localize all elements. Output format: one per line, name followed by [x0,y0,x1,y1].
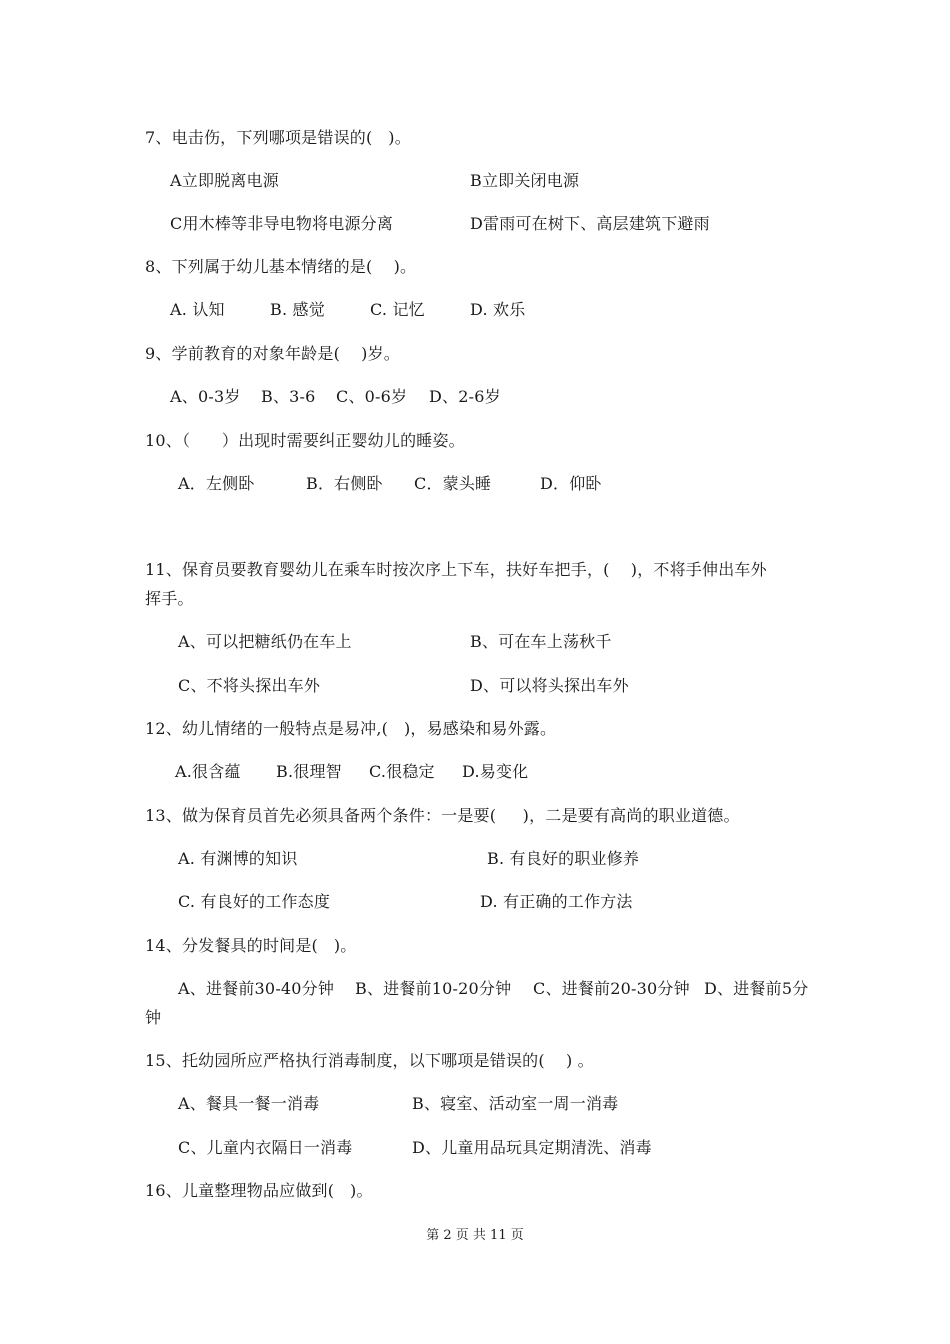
question-11-stem-continued: 挥手。 [145,589,194,608]
question-15-option-c: C、儿童内衣隔日一消毒 [178,1138,353,1157]
question-7-stem: 7、电击伤，下列哪项是错误的( )。 [145,128,411,147]
page-footer: 第 2 页 共 11 页 [426,1228,524,1243]
question-9-stem: 9、学前教育的对象年龄是( )岁。 [145,344,401,363]
question-14-option-d-continued: 钟 [145,1008,162,1027]
question-8-option-c: C. 记忆 [370,300,425,319]
question-16-stem: 16、儿童整理物品应做到( )。 [145,1181,373,1200]
question-12-option-b: B.很理智 [276,762,342,781]
question-12-stem: 12、幼儿情绪的一般特点是易冲,( )，易感染和易外露。 [145,719,557,738]
question-14-option-a: A、进餐前30-40分钟 [178,979,335,998]
question-9-option-b: B、3-6 [261,387,316,406]
question-13-option-a: A. 有渊博的知识 [178,849,298,868]
question-13-option-b: B. 有良好的职业修养 [487,849,640,868]
question-7-option-b: B立即关闭电源 [470,171,580,190]
question-12-option-c: C.很稳定 [369,762,435,781]
question-8-option-b: B. 感觉 [270,300,325,319]
question-11-option-c: C、不将头探出车外 [178,676,321,695]
question-8-stem: 8、下列属于幼儿基本情绪的是( )。 [145,257,417,276]
question-14-stem: 14、分发餐具的时间是( )。 [145,936,357,955]
question-13-option-d: D. 有正确的工作方法 [480,892,633,911]
question-10-option-a: A．左侧卧 [178,474,255,493]
question-10-option-d: D．仰卧 [540,474,602,493]
question-8-option-a: A. 认知 [170,300,225,319]
question-9-option-d: D、2-6岁 [429,387,501,406]
question-8-option-d: D. 欢乐 [470,300,526,319]
question-15-option-b: B、寝室、活动室一周一消毒 [412,1094,619,1113]
question-7-option-d: D雷雨可在树下、高层建筑下避雨 [470,214,710,233]
question-11-stem: 11、保育员要教育婴幼儿在乘车时按次序上下车，扶好车把手，( )，不将手伸出车外 [145,560,767,579]
question-13-stem: 13、做为保育员首先必须具备两个条件：一是要( )，二是要有高尚的职业道德。 [145,806,740,825]
question-7-option-a: A立即脱离电源 [170,171,279,190]
question-7-option-c: C用木棒等非导电物将电源分离 [170,214,394,233]
question-12-option-d: D.易变化 [462,762,529,781]
question-15-stem: 15、托幼园所应严格执行消毒制度，以下哪项是错误的( ) 。 [145,1051,594,1070]
question-13-option-c: C. 有良好的工作态度 [178,892,331,911]
question-11-option-a: A、可以把糖纸仍在车上 [178,632,352,651]
question-9-option-c: C、0-6岁 [336,387,408,406]
question-9-option-a: A、0-3岁 [170,387,241,406]
question-14-option-c: C、进餐前20-30分钟 [533,979,690,998]
question-11-option-d: D、可以将头探出车外 [470,676,629,695]
question-10-option-c: C．蒙头睡 [414,474,492,493]
question-10-option-b: B．右侧卧 [306,474,383,493]
question-14-option-b: B、进餐前10-20分钟 [355,979,512,998]
question-15-option-d: D、儿童用品玩具定期清洗、消毒 [412,1138,652,1157]
question-14-option-d: D、进餐前5分 [704,979,809,998]
question-10-stem: 10、（ ）出现时需要纠正婴幼儿的睡姿。 [145,431,465,450]
question-11-option-b: B、可在车上荡秋千 [470,632,612,651]
question-12-option-a: A.很含蕴 [175,762,241,781]
question-15-option-a: A、餐具一餐一消毒 [178,1094,320,1113]
